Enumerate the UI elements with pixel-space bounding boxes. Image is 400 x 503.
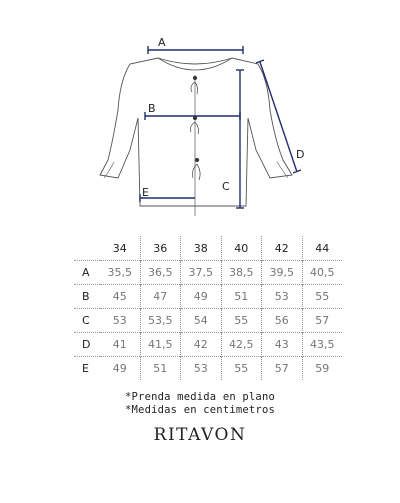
table-cell: 42,5	[221, 333, 262, 357]
row-label: A	[74, 261, 100, 285]
table-cell: 38,5	[221, 261, 262, 285]
table-row	[74, 357, 342, 381]
table-cell: 37,5	[181, 261, 222, 285]
table-cell: 55	[302, 285, 342, 309]
size-header: 34	[112, 241, 127, 255]
table-cell: 39,5	[262, 261, 303, 285]
table-cell: 55	[221, 309, 262, 333]
table-cell: 53	[262, 285, 303, 309]
measure-b-label: B	[148, 102, 156, 115]
note-centimeters: *Medidas en centimetros	[125, 404, 275, 416]
table-row	[74, 261, 342, 285]
table-cell: 55	[221, 357, 262, 381]
measure-a-label: A	[158, 36, 166, 49]
size-header: 40	[221, 236, 262, 261]
size-header: 44	[302, 236, 342, 261]
table-cell: 36,5	[140, 261, 181, 285]
table-cell: 49	[181, 285, 222, 309]
table-cell: 51	[140, 357, 181, 381]
blouse-outline	[100, 58, 292, 206]
table-cell: 59	[302, 357, 342, 381]
table-cell: 43	[262, 333, 303, 357]
table-cell: 53	[181, 357, 222, 381]
table-cell: 53	[100, 309, 140, 333]
table-row	[74, 333, 342, 357]
size-header: 38	[181, 236, 222, 261]
size-header-row	[74, 236, 342, 261]
row-label: C	[74, 309, 100, 333]
brand-logo: RITAVON	[153, 425, 247, 445]
size-header: 36	[140, 236, 181, 261]
table-cell: 53,5	[140, 309, 181, 333]
table-cell: 57	[262, 357, 303, 381]
row-label: E	[74, 357, 100, 381]
measure-e-label: E	[142, 186, 149, 199]
table-cell: 51	[221, 285, 262, 309]
table-cell: 40,5	[302, 261, 342, 285]
note-measured-flat: *Prenda medida en plano	[125, 391, 275, 403]
table-cell: 41	[100, 333, 140, 357]
row-label: B	[74, 285, 100, 309]
table-cell: 43,5	[302, 333, 342, 357]
size-header: 42	[262, 236, 303, 261]
table-corner	[74, 236, 100, 261]
table-cell: 57	[302, 309, 342, 333]
garment-diagram	[0, 0, 400, 230]
table-cell: 54	[181, 309, 222, 333]
table-cell: 47	[140, 285, 181, 309]
table-cell: 49	[100, 357, 140, 381]
table-cell: 41,5	[140, 333, 181, 357]
table-cell: 45	[100, 285, 140, 309]
measure-c-label: C	[222, 180, 230, 193]
table-cell: 56	[262, 309, 303, 333]
table-row	[74, 285, 342, 309]
measure-d-label: D	[296, 148, 305, 161]
table-cell: 35,5	[100, 261, 140, 285]
table-row	[74, 309, 342, 333]
size-table	[74, 236, 342, 380]
row-label: D	[74, 333, 100, 357]
table-cell: 42	[181, 333, 222, 357]
